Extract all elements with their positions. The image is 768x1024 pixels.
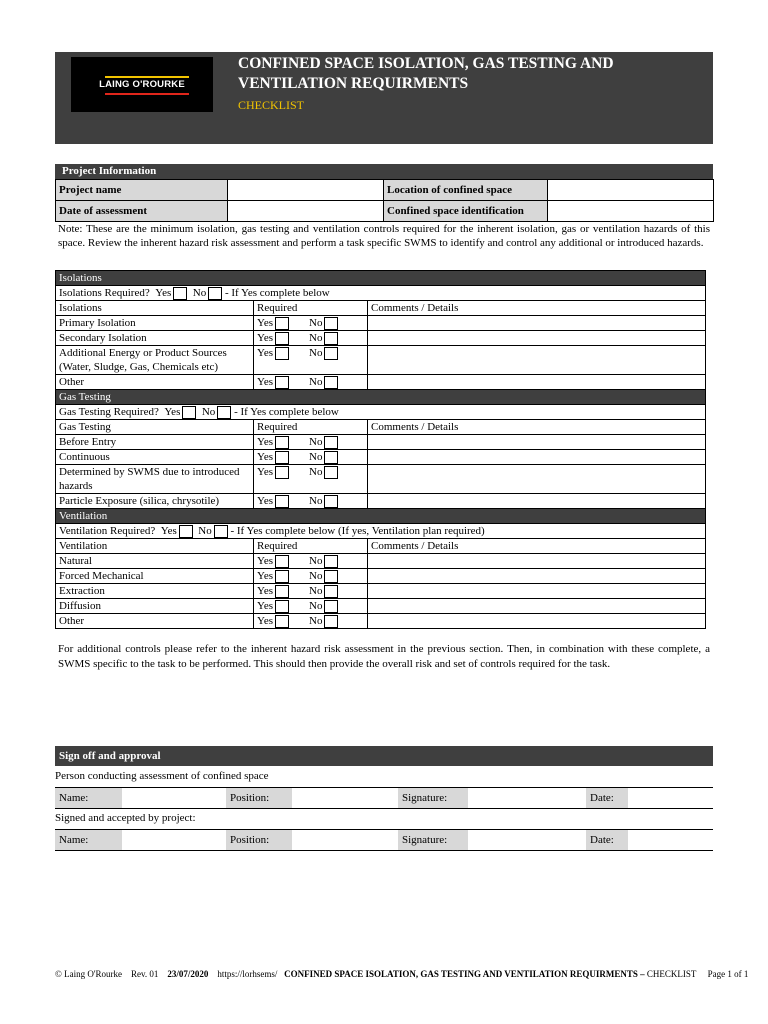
checklist-row [56, 331, 706, 346]
accepted-signoff-row [55, 829, 713, 851]
yes-checkbox[interactable] [275, 466, 289, 479]
required-cell [254, 316, 368, 331]
isolations-section-heading: Isolations [56, 271, 706, 286]
no-label: No [309, 332, 323, 344]
checklist-row [56, 316, 706, 331]
footer-page: Page 1 of 1 [707, 969, 749, 979]
no-label: No [309, 317, 323, 329]
gas-testing-section-heading: Gas Testing [56, 390, 706, 405]
yes-checkbox[interactable] [182, 406, 196, 419]
required-cell [254, 599, 368, 614]
document-title: CONFINED SPACE ISOLATION, GAS TESTING AND VENTILATION REQUIRMENTS [238, 55, 614, 92]
item-label: Diffusion [56, 599, 254, 614]
yes-checkbox[interactable] [275, 570, 289, 583]
column-header-item: Isolations [56, 301, 254, 316]
column-header-item: Gas Testing [56, 420, 254, 435]
logo-yellow-bar [105, 76, 189, 78]
checklist-row [56, 599, 706, 614]
yes-checkbox[interactable] [173, 287, 187, 300]
company-logo [71, 57, 213, 112]
checklist-table [55, 270, 706, 629]
comments-field[interactable] [368, 584, 706, 599]
item-label: Additional Energy or Product Sources (Water, Sludge, Gas, Chemicals etc) [56, 346, 254, 375]
project-info-heading: Project Information [55, 164, 713, 179]
date-label: Date of assessment [56, 201, 228, 222]
yes-label: Yes [164, 406, 181, 418]
no-checkbox[interactable] [324, 615, 338, 628]
yes-checkbox[interactable] [275, 451, 289, 464]
comments-field[interactable] [368, 331, 706, 346]
document-header [55, 52, 713, 144]
ventilation-required-question [56, 524, 706, 539]
comments-field[interactable] [368, 316, 706, 331]
item-label: Continuous [56, 450, 254, 465]
no-checkbox[interactable] [324, 495, 338, 508]
column-header-item: Ventilation [56, 539, 254, 554]
no-checkbox[interactable] [324, 600, 338, 613]
yes-checkbox[interactable] [179, 525, 193, 538]
required-cell [254, 569, 368, 584]
conducting-signoff-row [55, 787, 713, 809]
signature-label: Signature: [398, 830, 468, 850]
column-header-comments: Comments / Details [368, 539, 706, 554]
no-label: No [309, 436, 323, 448]
question-text: Gas Testing Required? [59, 406, 159, 418]
footer-rev: Rev. 01 [130, 969, 159, 979]
signature-field[interactable] [468, 788, 586, 808]
yes-checkbox[interactable] [275, 332, 289, 345]
item-label: Determined by SWMS due to introduced hazards [56, 465, 254, 494]
page-footer [55, 969, 749, 979]
signature-field[interactable] [468, 830, 586, 850]
comments-field[interactable] [368, 450, 706, 465]
comments-field[interactable] [368, 614, 706, 629]
yes-label: Yes [257, 451, 274, 463]
comments-field[interactable] [368, 375, 706, 390]
no-checkbox[interactable] [324, 585, 338, 598]
footer-doc-type: CHECKLIST [646, 969, 697, 979]
identification-label: Confined space identification [384, 201, 548, 222]
no-label: No [309, 615, 323, 627]
project-info-table [55, 179, 714, 222]
question-suffix: - If Yes complete below (If yes, Ventilation plan required) [230, 525, 485, 537]
date-label: Date: [586, 788, 628, 808]
question-suffix: - If Yes complete below [224, 287, 330, 299]
item-label: Other [56, 375, 254, 390]
no-checkbox[interactable] [214, 525, 228, 538]
yes-checkbox[interactable] [275, 600, 289, 613]
position-label: Position: [226, 830, 292, 850]
no-checkbox[interactable] [208, 287, 222, 300]
project-name-field[interactable] [228, 180, 384, 201]
required-cell [254, 584, 368, 599]
additional-controls-text: For additional controls please refer to the inherent hazard risk assessment in the previous section. Then, in combination with these complete, a SWMS specific to the task to be performed. This should then provide the overall risk and set of controls required for the task. [58, 643, 710, 670]
comments-field[interactable] [368, 435, 706, 450]
checklist-row [56, 465, 706, 494]
signature-label: Signature: [398, 788, 468, 808]
no-checkbox[interactable] [324, 347, 338, 360]
date-label: Date: [586, 830, 628, 850]
no-checkbox[interactable] [324, 332, 338, 345]
yes-checkbox[interactable] [275, 585, 289, 598]
ventilation-section-heading: Ventilation [56, 509, 706, 524]
yes-checkbox[interactable] [275, 615, 289, 628]
document-subtitle: CHECKLIST [238, 98, 304, 112]
no-label: No [309, 495, 323, 507]
yes-label: Yes [257, 376, 274, 388]
required-cell [254, 450, 368, 465]
yes-checkbox[interactable] [275, 436, 289, 449]
question-text: Ventilation Required? [59, 525, 156, 537]
checklist-row [56, 435, 706, 450]
checklist-row [56, 584, 706, 599]
column-header-comments: Comments / Details [368, 420, 706, 435]
checklist-row [56, 346, 706, 375]
yes-label: Yes [257, 436, 274, 448]
comments-field[interactable] [368, 599, 706, 614]
checklist-row [56, 554, 706, 569]
no-label: No [309, 466, 323, 478]
question-text: Isolations Required? [59, 287, 150, 299]
item-label: Secondary Isolation [56, 331, 254, 346]
date-field[interactable] [628, 830, 713, 850]
yes-checkbox[interactable] [275, 317, 289, 330]
yes-checkbox[interactable] [275, 347, 289, 360]
no-label: No [309, 555, 323, 567]
required-cell [254, 346, 368, 375]
no-checkbox[interactable] [324, 436, 338, 449]
item-label: Natural [56, 554, 254, 569]
yes-label: Yes [155, 287, 172, 299]
item-label: Before Entry [56, 435, 254, 450]
item-label: Forced Mechanical [56, 569, 254, 584]
name-label: Name: [55, 788, 122, 808]
required-cell [254, 614, 368, 629]
name-field[interactable] [122, 830, 226, 850]
signoff-heading: Sign off and approval [55, 746, 713, 766]
no-checkbox[interactable] [324, 555, 338, 568]
required-cell [254, 494, 368, 509]
yes-checkbox[interactable] [275, 376, 289, 389]
comments-field[interactable] [368, 346, 706, 375]
footer-url[interactable]: https://lorhsems/ [217, 969, 278, 979]
checklist-row [56, 569, 706, 584]
checklist-row [56, 375, 706, 390]
no-checkbox[interactable] [324, 376, 338, 389]
no-label: No [309, 570, 323, 582]
no-checkbox[interactable] [324, 466, 338, 479]
isolations-required-question [56, 286, 706, 301]
no-label: No [198, 525, 212, 537]
identification-field[interactable] [548, 201, 714, 222]
no-label: No [201, 406, 216, 418]
date-field[interactable] [628, 788, 713, 808]
comments-field[interactable] [368, 465, 706, 494]
footer-copyright: © Laing O'Rourke [55, 969, 122, 979]
required-cell [254, 435, 368, 450]
yes-label: Yes [257, 466, 274, 478]
name-field[interactable] [122, 788, 226, 808]
question-suffix: - If Yes complete below [234, 406, 339, 418]
yes-label: Yes [160, 525, 177, 537]
item-label: Extraction [56, 584, 254, 599]
no-label: No [309, 600, 323, 612]
no-label: No [309, 451, 323, 463]
position-field[interactable] [292, 788, 398, 808]
logo-red-bar [105, 93, 189, 95]
no-label: No [309, 376, 323, 388]
checklist-row [56, 614, 706, 629]
conducting-label: Person conducting assessment of confined space [55, 770, 269, 782]
no-checkbox[interactable] [324, 317, 338, 330]
note-text: Note: These are the minimum isolation, gas testing and ventilation controls required for the inherent isolation, gas or ventilation hazards of this space. Review the inherent hazard risk assessment and perform a task specific SWMS to identify and control any additional or introduced hazards. [58, 223, 710, 249]
no-checkbox[interactable] [217, 406, 231, 419]
item-label: Primary Isolation [56, 316, 254, 331]
yes-checkbox[interactable] [275, 555, 289, 568]
checklist-row [56, 450, 706, 465]
position-label: Position: [226, 788, 292, 808]
no-label: No [192, 287, 207, 299]
item-label: Other [56, 614, 254, 629]
required-cell [254, 465, 368, 494]
yes-label: Yes [257, 332, 274, 344]
no-checkbox[interactable] [324, 451, 338, 464]
project-name-label: Project name [56, 180, 228, 201]
checklist-row [56, 494, 706, 509]
logo-text: LAING O'ROURKE [99, 79, 185, 90]
location-field[interactable] [548, 180, 714, 201]
yes-label: Yes [257, 570, 274, 582]
date-field[interactable] [228, 201, 384, 222]
yes-checkbox[interactable] [275, 495, 289, 508]
no-label: No [309, 585, 323, 597]
no-checkbox[interactable] [324, 570, 338, 583]
no-label: No [309, 347, 323, 359]
gas-testing-required-question [56, 405, 706, 420]
column-header-required: Required [254, 420, 368, 435]
column-header-required: Required [254, 539, 368, 554]
yes-label: Yes [257, 317, 274, 329]
yes-label: Yes [257, 585, 274, 597]
name-label: Name: [55, 830, 122, 850]
yes-label: Yes [257, 555, 274, 567]
required-cell [254, 331, 368, 346]
yes-label: Yes [257, 600, 274, 612]
yes-label: Yes [257, 495, 274, 507]
column-header-required: Required [254, 301, 368, 316]
column-header-comments: Comments / Details [368, 301, 706, 316]
yes-label: Yes [257, 347, 274, 359]
comments-field[interactable] [368, 494, 706, 509]
position-field[interactable] [292, 830, 398, 850]
required-cell [254, 554, 368, 569]
comments-field[interactable] [368, 569, 706, 584]
comments-field[interactable] [368, 554, 706, 569]
yes-label: Yes [257, 615, 274, 627]
required-cell [254, 375, 368, 390]
location-label: Location of confined space [384, 180, 548, 201]
footer-date: 23/07/2020 [167, 969, 209, 979]
item-label: Particle Exposure (silica, chrysotile) [56, 494, 254, 509]
accepted-label: Signed and accepted by project: [55, 812, 196, 824]
footer-doc-title: CONFINED SPACE ISOLATION, GAS TESTING AND VENTILATION REQUIRMENTS – [284, 969, 645, 979]
